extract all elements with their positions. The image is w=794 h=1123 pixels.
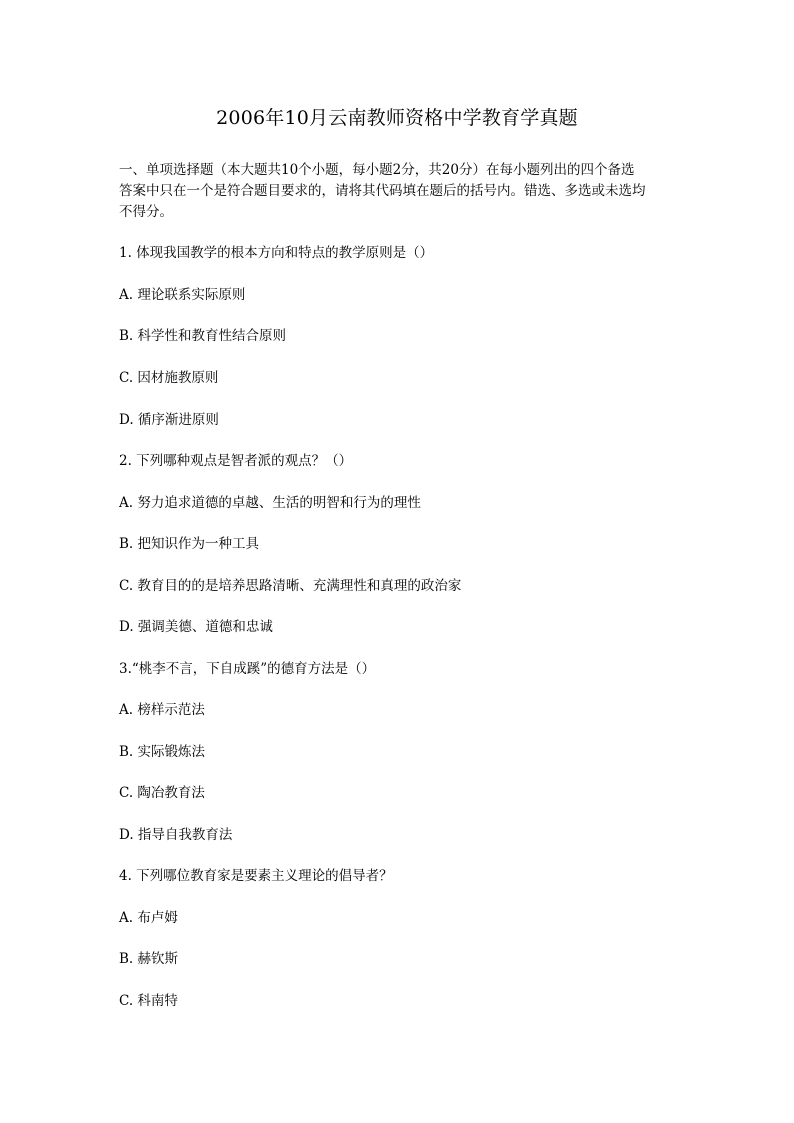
option-b: B. 实际锻炼法 xyxy=(119,744,206,760)
question-1: 1. 体现我国教学的根本方向和特点的教学原则是（） xyxy=(119,245,434,261)
page-title: 2006年10月云南教师资格中学教育学真题 xyxy=(216,107,578,129)
option-b: B. 赫钦斯 xyxy=(119,951,179,967)
option-c: C. 陶冶教育法 xyxy=(119,785,205,801)
option-d: D. 强调美德、道德和忠诚 xyxy=(119,619,273,635)
option-a: A. 榜样示范法 xyxy=(119,702,205,718)
section-instructions xyxy=(119,160,679,223)
option-a: A. 努力追求道德的卓越、生活的明智和行为的理性 xyxy=(119,495,421,511)
instruction-line: 答案中只在一个是符合题目要求的，请将其代码填在题后的括号内。错选、多选或未选均 xyxy=(119,183,646,199)
option-d: D. 指导自我教育法 xyxy=(119,827,233,843)
option-b: B. 把知识作为一种工具 xyxy=(119,536,260,552)
option-c: C. 科南特 xyxy=(119,993,178,1009)
instruction-line: 一、单项选择题（本大题共10个小题，每小题2分，共20分）在每小题列出的四个备选 xyxy=(119,162,635,178)
option-c: C. 教育目的的是培养思路清晰、充满理性和真理的政治家 xyxy=(119,578,462,594)
option-b: B. 科学性和教育性结合原则 xyxy=(119,328,287,344)
question-2: 2. 下列哪种观点是智者派的观点？（） xyxy=(119,453,353,469)
question-3: 3.“桃李不言，下自成蹊”的德育方法是（） xyxy=(119,661,376,677)
option-a: A. 布卢姆 xyxy=(119,910,178,926)
question-4: 4. 下列哪位教育家是要素主义理论的倡导者？ xyxy=(119,868,393,884)
option-c: C. 因材施教原则 xyxy=(119,370,219,386)
option-d: D. 循序渐进原则 xyxy=(119,412,219,428)
option-a: A. 理论联系实际原则 xyxy=(119,287,246,303)
instruction-line: 不得分。 xyxy=(119,204,173,220)
